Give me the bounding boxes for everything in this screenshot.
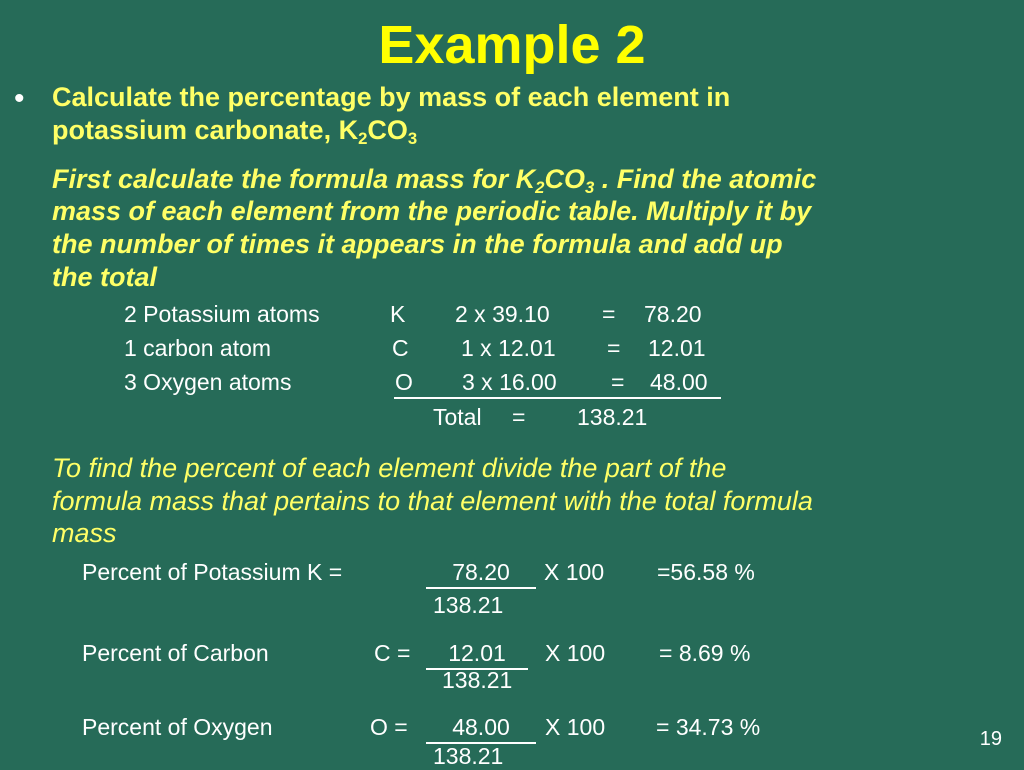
- total-label: Total: [433, 404, 482, 430]
- mass-row-carbon-calc: 1 x 12.01: [461, 335, 556, 361]
- total-eq: =: [512, 404, 526, 430]
- bullet-line-1: Calculate the percentage by mass of each element in: [52, 82, 731, 112]
- percent-potassium-label: Percent of Potassium K =: [82, 559, 343, 585]
- percent-carbon-times: X 100: [545, 640, 606, 666]
- mass-row-potassium-label: 2 Potassium atoms: [124, 301, 320, 327]
- instruction-line-3: the number of times it appears in the formula and add up: [52, 229, 783, 259]
- mass-row-potassium-calc: 2 x 39.10: [455, 301, 550, 327]
- mass-row-carbon-label: 1 carbon atom: [124, 335, 272, 361]
- subscript-2: 2: [535, 178, 545, 198]
- percent-potassium-times: X 100: [544, 559, 605, 585]
- percent-intro-line-1: To find the percent of each element divide the part of the: [52, 453, 727, 483]
- percent-carbon-denominator: 138.21: [442, 667, 513, 693]
- percent-intro-line-2: formula mass that pertains to that element with the total formula: [52, 486, 813, 516]
- mass-row-oxygen-calc: 3 x 16.00: [462, 369, 557, 395]
- formula-co: CO: [367, 115, 408, 145]
- bullet-line-2-text: potassium carbonate, K: [52, 115, 359, 145]
- mass-row-oxygen-eq: =: [611, 369, 625, 395]
- mass-row-carbon-eq: =: [607, 335, 621, 361]
- mass-row-potassium-eq: =: [602, 301, 616, 327]
- percent-carbon-label: Percent of Carbon: [82, 640, 269, 666]
- subscript-2: 2: [358, 129, 368, 149]
- percent-intro-line-3: mass: [52, 518, 117, 548]
- instruction-line-1-a: First calculate the formula mass for K: [52, 164, 536, 194]
- subscript-3: 3: [584, 178, 595, 198]
- percent-carbon-result: = 8.69 %: [659, 640, 751, 666]
- mass-row-oxygen-value: 48.00: [650, 369, 708, 395]
- percent-potassium-denominator: 138.21: [433, 592, 504, 618]
- percent-oxygen-denominator: 138.21: [433, 743, 504, 769]
- bullet-marker: •: [14, 82, 25, 115]
- slide-number: 19: [979, 728, 1002, 750]
- bullet-line-2: [52, 115, 418, 149]
- mass-row-oxygen-label: 3 Oxygen atoms: [124, 369, 292, 395]
- percent-carbon-symbol: C =: [374, 640, 411, 666]
- percent-oxygen-result: = 34.73 %: [656, 714, 761, 740]
- mass-row-potassium-symbol: K: [390, 301, 406, 327]
- percent-carbon-numerator: 12.01: [426, 640, 528, 670]
- percent-potassium-result: =56.58 %: [657, 559, 755, 585]
- mass-row-carbon-value: 12.01: [648, 335, 706, 361]
- mass-row-oxygen-symbol: O: [395, 369, 413, 395]
- subscript-3: 3: [407, 129, 418, 149]
- percent-oxygen-symbol: O =: [370, 714, 408, 740]
- total-value: 138.21: [577, 404, 648, 430]
- instruction-line-1: [52, 164, 817, 198]
- mass-row-carbon-symbol: C: [392, 335, 409, 361]
- percent-oxygen-label: Percent of Oxygen: [82, 714, 273, 740]
- slide-title: Example 2: [378, 15, 646, 75]
- formula-co: CO: [544, 164, 585, 194]
- percent-oxygen-times: X 100: [545, 714, 606, 740]
- instruction-line-2: mass of each element from the periodic table. Multiply it by: [52, 196, 812, 226]
- instruction-line-4: the total: [52, 262, 157, 292]
- percent-potassium-numerator: 78.20: [426, 559, 536, 589]
- mass-row-potassium-value: 78.20: [644, 301, 702, 327]
- mass-row-oxygen-underlined: [394, 369, 721, 399]
- percent-oxygen-numerator: 48.00: [426, 714, 536, 744]
- instruction-line-1-b: . Find the atomic: [594, 164, 817, 194]
